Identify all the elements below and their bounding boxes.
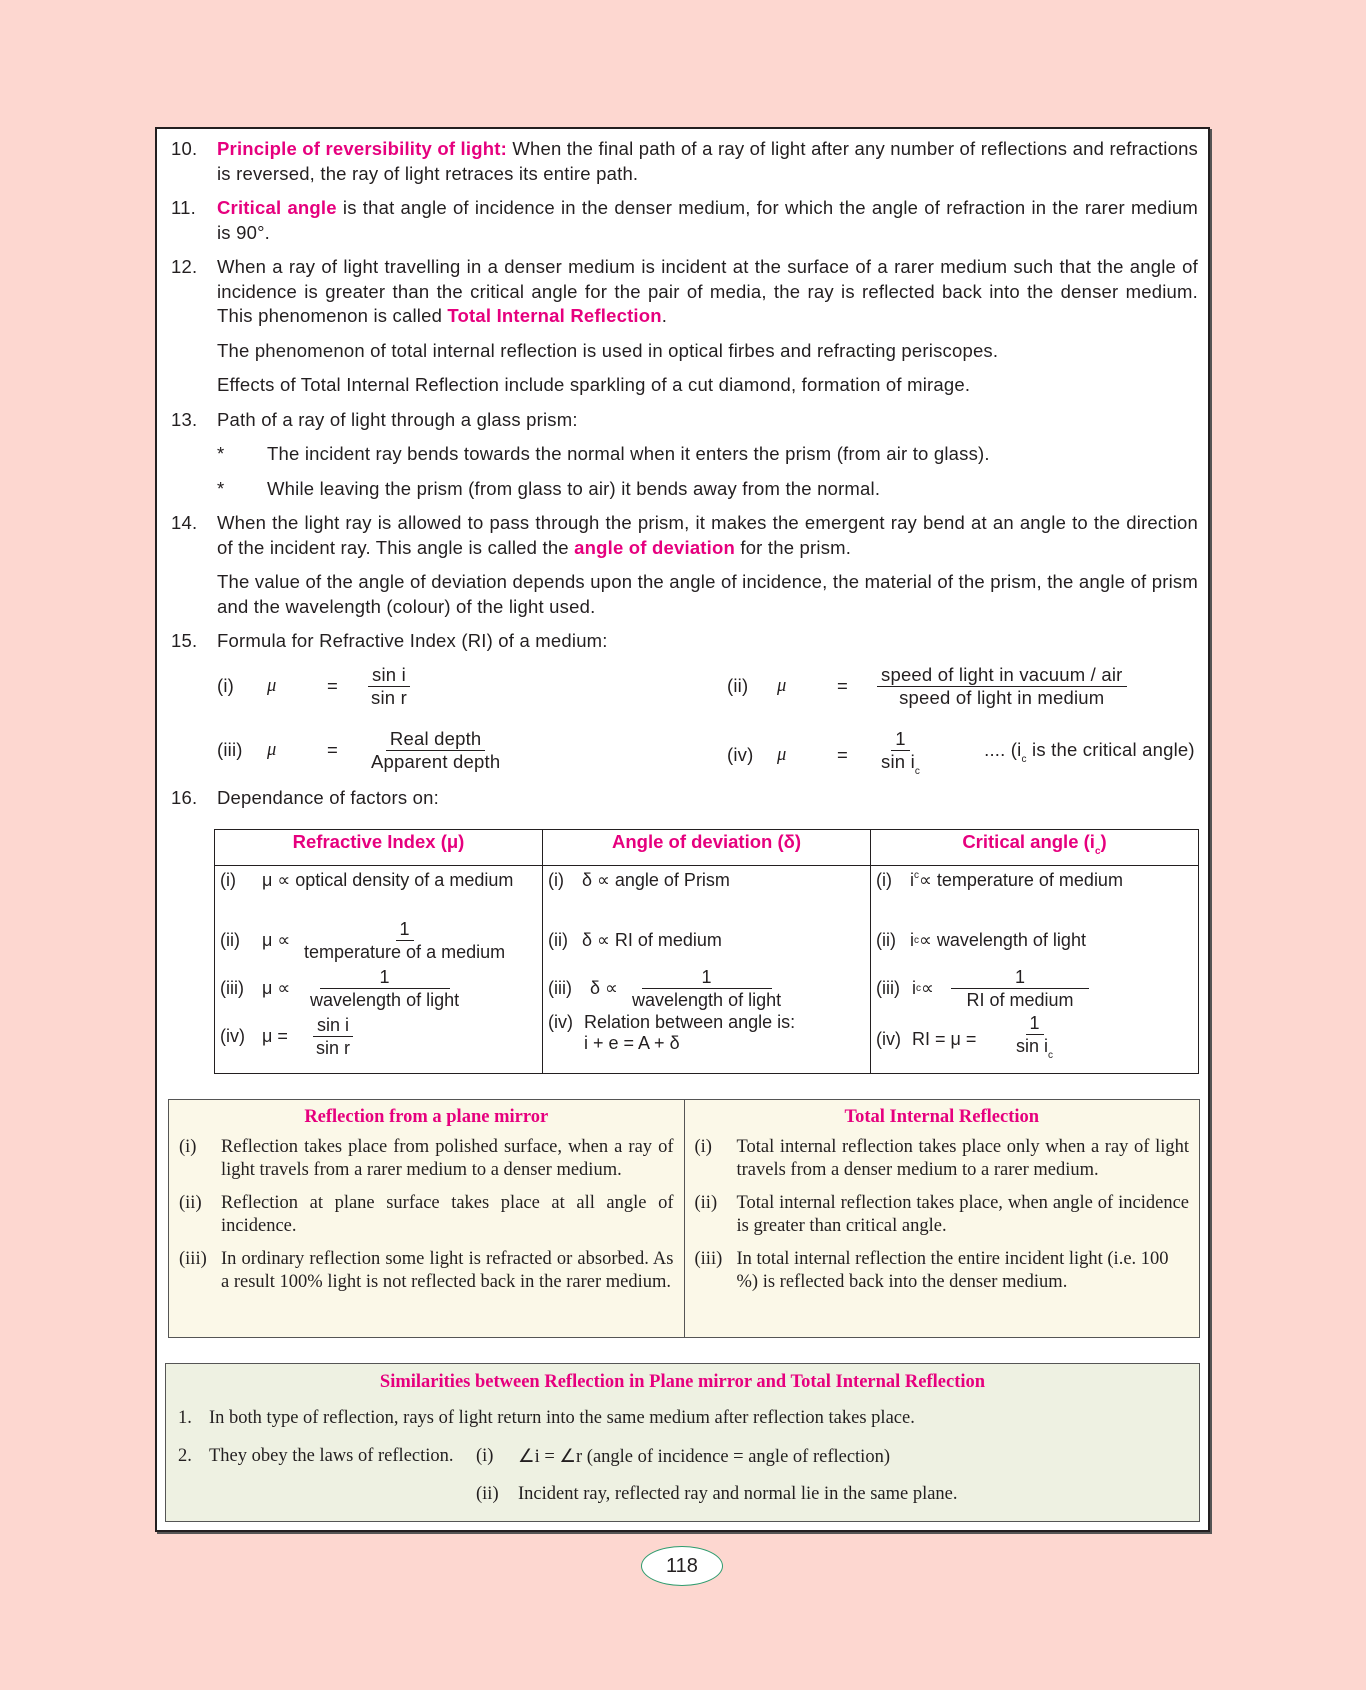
- roman: (i): [179, 1136, 197, 1157]
- page-content: [167, 137, 1198, 820]
- subscript: c: [914, 765, 921, 777]
- item-13: [167, 408, 1198, 433]
- bullet-text: The incident ray bends towards the normal when it enters the prism (from air to glass).: [267, 443, 990, 464]
- roman: (ii): [694, 1192, 718, 1213]
- item-number: 12.: [171, 256, 198, 277]
- cell-text: μ ∝: [262, 977, 291, 998]
- formula-2: [727, 664, 1127, 709]
- item-number: 2.: [178, 1446, 192, 1466]
- fraction: [877, 728, 924, 783]
- bullet-item: [167, 477, 1198, 502]
- roman: (iv): [220, 1025, 245, 1046]
- formula-1: [217, 664, 411, 709]
- formula-3: [217, 728, 504, 773]
- ri-column: [215, 866, 543, 1074]
- page-frame: [155, 127, 1210, 1532]
- roman: (iii): [179, 1248, 207, 1269]
- item-text: When the final path of a ray of light after any number of reflections and refractions is reversed, the ray of light retraces its entire path.: [217, 138, 1199, 184]
- crit-item-2: [876, 916, 1193, 964]
- mu-symbol: μ: [267, 739, 277, 760]
- subscript: c: [1094, 846, 1101, 857]
- cell-text: μ ∝ optical density of a medium: [262, 870, 514, 890]
- item-15: [167, 629, 1198, 654]
- item-text: is that angle of incidence in the denser medium, for which the angle of refraction in the rarer medium is 90°.: [217, 197, 1198, 243]
- crit-item-1: [876, 870, 1193, 916]
- formula-4: [727, 728, 1195, 783]
- equals: =: [837, 674, 849, 696]
- header-text: Critical angle (i: [962, 831, 1095, 852]
- subscript: c: [914, 934, 919, 946]
- item-text: for the prism.: [735, 536, 852, 558]
- list-item: [695, 1248, 1190, 1295]
- numerator: 1: [1026, 1012, 1044, 1035]
- row-text: Total internal reflection takes place only when a ray of light travels from a denser medium to a rarer medium.: [736, 1136, 1189, 1180]
- table-header-row: [215, 830, 1199, 866]
- cell-text: i: [910, 929, 914, 950]
- roman: (iii): [876, 977, 900, 998]
- cell-text: δ ∝ angle of Prism: [582, 870, 730, 890]
- formula-block: [217, 664, 1198, 786]
- term-tir: Total Internal Reflection: [447, 305, 662, 326]
- formula-label: (ii): [727, 674, 749, 696]
- formula-label: (i): [217, 674, 235, 696]
- item-number: 11.: [171, 197, 196, 218]
- list-item: [695, 1136, 1190, 1183]
- similarity-2: They obey the laws of reflection.: [209, 1446, 454, 1466]
- page-number: 118: [641, 1546, 723, 1586]
- dependence-table: [214, 829, 1199, 1074]
- crit-item-3: [876, 964, 1193, 1012]
- cell-text: δ ∝ RI of medium: [582, 929, 722, 950]
- similarity-1: In both type of reflection, rays of light return into the same medium after reflection takes place.: [209, 1408, 915, 1428]
- row-text: In ordinary reflection some light is refracted or absorbed. As a result 100% light is not reflected back in the rarer medium.: [221, 1248, 674, 1292]
- denominator: speed of light in medium: [899, 686, 1105, 708]
- equals: =: [327, 738, 339, 760]
- mu-symbol: μ: [777, 744, 787, 765]
- paragraph: The value of the angle of deviation depends upon the angle of incidence, the material of the prism, the angle of prism and the wavelength (colour) of the light used.: [217, 571, 1198, 617]
- cell-text: δ ∝: [590, 977, 618, 998]
- item-14: [167, 511, 1198, 560]
- plane-mirror-title: Reflection from a plane mirror: [304, 1107, 549, 1127]
- dev-item-2: [548, 916, 865, 964]
- crit-item-4: [876, 1012, 1193, 1067]
- header-refractive-index: Refractive Index (μ): [215, 830, 543, 866]
- item-11: [167, 196, 1198, 245]
- table-row: [215, 866, 1199, 1074]
- roman: (ii): [476, 1484, 499, 1504]
- numerator: 1: [396, 918, 414, 941]
- law-1: ∠i = ∠r (angle of incidence = angle of reflection): [518, 1447, 890, 1467]
- mu-symbol: μ: [267, 675, 277, 696]
- numerator: speed of light in vacuum / air: [877, 664, 1127, 687]
- cell-text: i: [912, 977, 916, 998]
- tir-column: [684, 1100, 1200, 1337]
- header-angle-of-deviation: Angle of deviation (δ): [543, 830, 871, 866]
- item-12: [167, 255, 1198, 329]
- ri-item-1: [220, 870, 537, 916]
- term-critical-angle: Critical angle: [217, 197, 337, 218]
- den-text: sin i: [1016, 1036, 1049, 1056]
- roman: (i): [476, 1446, 494, 1466]
- numerator: 1: [951, 966, 1089, 989]
- numerator: 1: [320, 966, 450, 989]
- row-text: Total internal reflection takes place, when angle of incidence is greater than critical angle.: [736, 1192, 1189, 1236]
- denominator: [877, 751, 924, 783]
- roman: (ii): [220, 929, 240, 950]
- denominator: Apparent depth: [371, 750, 501, 772]
- item-number: 1.: [178, 1408, 192, 1428]
- cell-text: ∝ wavelength of light: [919, 929, 1086, 950]
- bullet-item: [167, 442, 1198, 467]
- numerator: 1: [642, 966, 772, 989]
- subscript: c: [916, 982, 921, 994]
- denominator: wavelength of light: [310, 989, 460, 1010]
- row-text: In total internal reflection the entire incident light (i.e. 100 %) is reflected back into the denser medium.: [736, 1248, 1169, 1292]
- note-text: is the critical angle): [1026, 738, 1195, 760]
- list-item: [179, 1248, 674, 1295]
- roman: (i): [220, 870, 236, 890]
- paragraph: The phenomenon of total internal reflection is used in optical firbes and refracting periscopes.: [217, 339, 999, 361]
- similarities-box: [165, 1363, 1200, 1522]
- formula-label: (iv): [727, 743, 754, 765]
- item-number: 14.: [171, 512, 198, 533]
- cell-text: ∝: [921, 977, 934, 998]
- cell-text: i: [910, 870, 914, 890]
- numerator: 1: [891, 728, 910, 751]
- item-number: 16.: [171, 786, 198, 808]
- tir-title: Total Internal Reflection: [844, 1107, 1040, 1127]
- plane-mirror-column: [169, 1100, 684, 1337]
- roman: (i): [694, 1136, 712, 1157]
- item-text: When the light ray is allowed to pass through the prism, it makes the emergent ray bend at an angle to the direction of the incident ray. This angle is called the: [217, 512, 1198, 558]
- row-text: Reflection takes place from polished surface, when a ray of light travels from a rarer medium to a denser medium.: [221, 1136, 674, 1180]
- formula-label: (iii): [217, 738, 243, 760]
- fraction: [367, 728, 504, 773]
- header-critical-angle: [871, 830, 1199, 866]
- fraction: [1012, 1012, 1057, 1067]
- item-number: 15.: [171, 630, 198, 651]
- relation-label: Relation between angle is:: [584, 1012, 796, 1032]
- header-text: ): [1100, 831, 1107, 852]
- denominator: RI of medium: [966, 989, 1074, 1010]
- asterisk-icon: *: [217, 443, 225, 464]
- roman: (iii): [694, 1248, 723, 1269]
- item-10: [167, 137, 1198, 186]
- equals: =: [327, 674, 339, 696]
- row-text: Reflection at plane surface takes place at all angle of incidence.: [221, 1192, 674, 1236]
- ri-item-2: [220, 916, 537, 964]
- denominator: temperature of a medium: [304, 941, 506, 962]
- subscript: c: [1048, 1050, 1054, 1061]
- denominator: [1012, 1035, 1057, 1067]
- cell-text: [584, 1012, 795, 1054]
- law-2: Incident ray, reflected ray and normal lie in the same plane.: [518, 1484, 958, 1504]
- roman: (ii): [876, 929, 896, 950]
- den-text: sin i: [881, 750, 915, 772]
- cell-text: μ ∝: [262, 929, 291, 950]
- roman: (iii): [220, 977, 244, 998]
- critical-column: [871, 866, 1199, 1074]
- numerator: sin i: [368, 664, 410, 687]
- item-number: 13.: [171, 408, 198, 430]
- roman: (iv): [548, 1012, 573, 1032]
- denominator: wavelength of light: [632, 989, 782, 1010]
- roman: (ii): [548, 929, 568, 950]
- list-item: [179, 1136, 674, 1183]
- bullet-text: While leaving the prism (from glass to air) it bends away from the normal.: [267, 477, 881, 499]
- term-deviation: angle of deviation: [574, 536, 736, 558]
- list-item: [179, 1192, 674, 1239]
- dev-item-3: [548, 964, 865, 1012]
- fraction: [951, 966, 1089, 1011]
- item-text: Path of a ray of light through a glass prism:: [217, 408, 578, 430]
- roman: (iii): [548, 977, 572, 998]
- item-16: [167, 786, 1198, 811]
- fraction: [877, 664, 1127, 709]
- dev-item-4: [548, 1012, 865, 1060]
- cell-text: ∝ temperature of medium: [919, 870, 1123, 890]
- roman: (iv): [876, 1029, 901, 1049]
- fraction: [300, 918, 509, 963]
- subscript: c: [1021, 753, 1027, 765]
- similarities-title: Similarities between Reflection in Plane mirror and Total Internal Reflection: [379, 1372, 986, 1392]
- deviation-column: [543, 866, 871, 1074]
- numerator: Real depth: [386, 728, 485, 751]
- critical-angle-note: [984, 738, 1195, 773]
- fraction: [628, 966, 785, 1011]
- item-text: Dependance of factors on:: [217, 786, 440, 808]
- equals: =: [837, 743, 849, 765]
- cell-text: μ =: [262, 1025, 288, 1046]
- denominator: sin r: [316, 1037, 351, 1058]
- fraction: [312, 1014, 354, 1059]
- dev-item-1: [548, 870, 865, 916]
- asterisk-icon: *: [217, 477, 225, 499]
- cell-text: RI = μ =: [912, 1029, 977, 1049]
- mu-symbol: μ: [777, 675, 787, 696]
- roman: (i): [876, 870, 892, 890]
- list-item: [695, 1192, 1190, 1239]
- item-number: 10.: [171, 138, 198, 159]
- fraction: [367, 664, 411, 709]
- numerator: sin i: [313, 1014, 353, 1037]
- ri-item-3: [220, 964, 537, 1012]
- fraction: [306, 966, 463, 1011]
- punct: .: [661, 305, 668, 326]
- paragraph: Effects of Total Internal Reflection include sparkling of a cut diamond, formation of mirage.: [217, 374, 971, 395]
- denominator: sin r: [371, 686, 407, 708]
- subscript: c: [914, 870, 919, 881]
- ri-item-4: [220, 1012, 537, 1060]
- roman: (ii): [179, 1192, 202, 1213]
- relation-equation: i + e = A + δ: [584, 1033, 680, 1053]
- note-text: .... (i: [984, 738, 1022, 760]
- roman: (i): [548, 870, 564, 890]
- item-text: When a ray of light travelling in a denser medium is incident at the surface of a rarer medium such that the angle of incidence is greater than the critical angle for the pair of media, the ray is reflected back into the denser medium. This phenomenon is called: [217, 256, 1198, 326]
- comparison-box: [168, 1099, 1200, 1338]
- term-reversibility: Principle of reversibility of light:: [217, 138, 507, 159]
- item-text: Formula for Refractive Index (RI) of a medium:: [217, 630, 608, 651]
